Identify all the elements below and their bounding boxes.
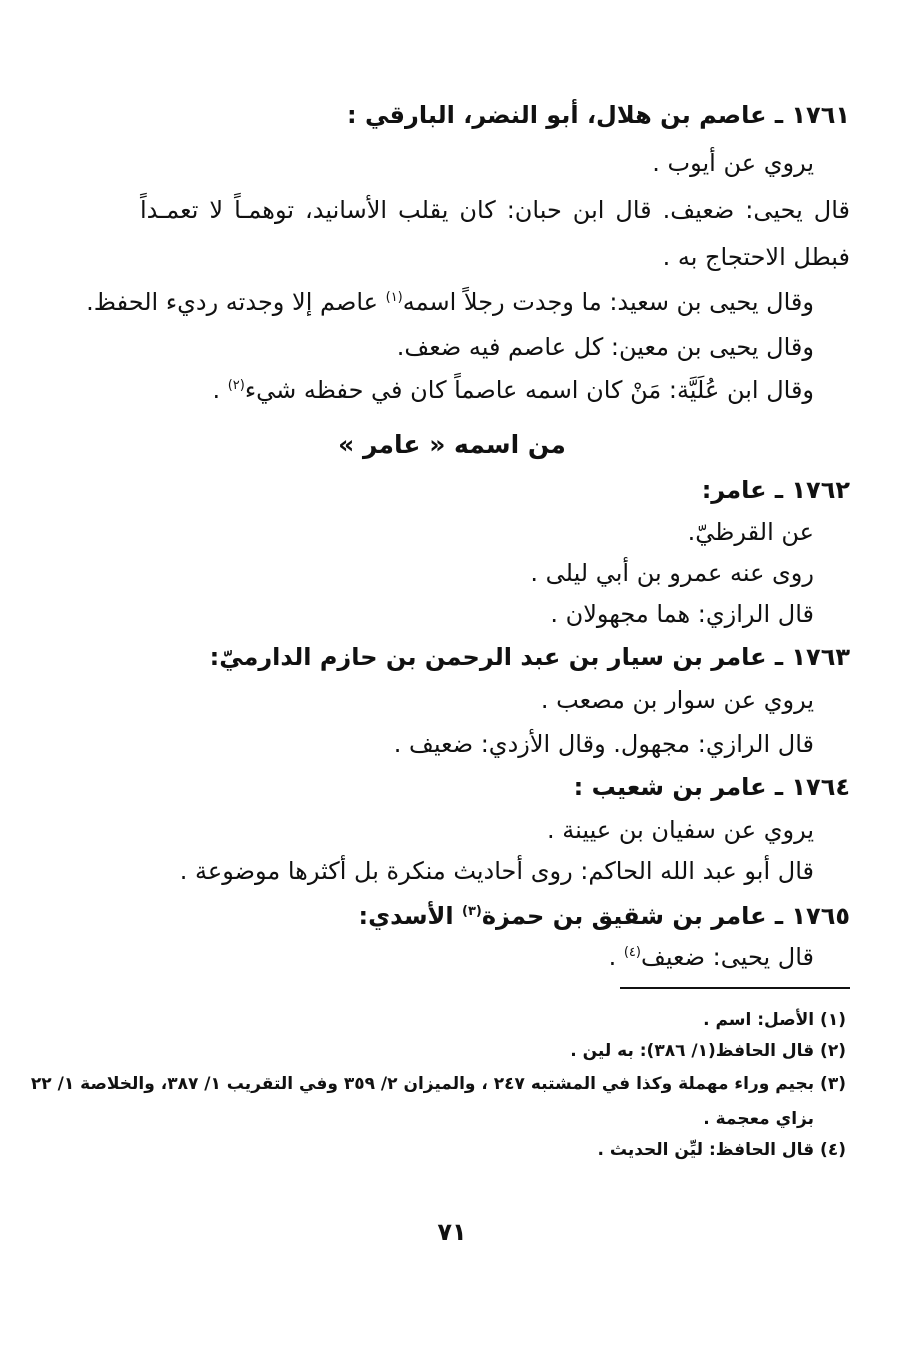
footnote-ref-1: (١) [385, 290, 403, 305]
footnote-separator [620, 987, 850, 989]
entry-1764-heading: ١٧٦٤ ـ عامر بن شعيب : [573, 773, 850, 801]
entry-1765-heading [359, 896, 851, 936]
entry-1761-line-4-text-a: وقال يحيى بن سعيد: ما وجدت رجلاً اسمه [402, 288, 814, 316]
entry-1764-line-1: يروي عن سفيان بن عيينة . [547, 816, 814, 844]
entry-1761-line-3: فبطل الاحتجاج به . [662, 243, 850, 271]
footnote-ref-4: (٤) [623, 945, 641, 960]
footnote-3-continuation: بزاي معجمة . [703, 1109, 814, 1129]
entry-1765-line-1 [609, 937, 814, 977]
entry-1763-heading: ١٧٦٣ ـ عامر بن سيار بن عبد الرحمن بن حازم الدارميّ: [209, 643, 850, 671]
entry-1763-line-2: قال الرازي: مجهول. وقال الأزدي: ضعيف . [393, 730, 814, 758]
footnote-1: (١) الأصل: اسم . [703, 1010, 846, 1030]
entry-1765-heading-text-b: الأسدي: [358, 902, 463, 930]
entry-1761-line-4-text-b: عاصم إلا وجدته رديء الحفظ. [86, 288, 386, 316]
entry-1762-heading: ١٧٦٢ ـ عامر: [701, 476, 850, 504]
entry-1761-line-6-text-a: وقال ابن عُلَيَّة: مَنْ كان اسمه عاصماً كان في حفظه شيء [244, 376, 814, 404]
entry-1761-line-6-text-b: . [212, 376, 228, 404]
entry-1764-line-2: قال أبو عبد الله الحاكم: روى أحاديث منكرة بل أكثرها موضوعة . [179, 857, 814, 885]
entry-1765-line-1-text-a: قال يحيى: ضعيف [640, 943, 814, 971]
entry-1765-heading-text-a: ١٧٦٥ ـ عامر بن شقيق بن حمزة [481, 902, 850, 930]
entry-1762-line-2: روى عنه عمرو بن أبي ليلى . [530, 559, 814, 587]
footnote-ref-3: (٣) [462, 904, 482, 919]
entry-1762-line-3: قال الرازي: هما مجهولان . [550, 600, 814, 628]
entry-1762-line-1: عن القرظيّ. [687, 518, 814, 546]
entry-1761-heading: ١٧٦١ ـ عاصم بن هلال، أبو النضر، البارقي : [347, 101, 850, 129]
footnote-3: (٣) بجيم وراء مهملة وكذا في المشتبه ٢٤٧ ، والميزان ٢/ ٣٥٩ وفي التقريب ١/ ٣٨٧، والخلاصة ١/ ٢٢ [30, 1074, 846, 1094]
entry-1765-line-1-text-b: . [608, 943, 624, 971]
entry-1761-line-4 [86, 282, 814, 322]
entry-1763-line-1: يروي عن سوار بن مصعب . [540, 686, 814, 714]
footnote-4: (٤) قال الحافظ: ليِّن الحديث . [597, 1140, 846, 1160]
entry-1761-line-2: قال يحيى: ضعيف. قال ابن حبان: كان يقلب الأسانيد، توهمـاً لا تعمـداً [140, 196, 850, 224]
section-title: من اسمه « عامر » [338, 430, 566, 459]
entry-1761-line-5: وقال يحيى بن معين: كل عاصم فيه ضعف. [396, 333, 814, 361]
footnote-ref-2: (٢) [227, 378, 245, 393]
entry-1761-line-1: يروي عن أيوب . [652, 149, 814, 177]
page-number: ٧١ [437, 1218, 467, 1246]
entry-1761-line-6 [212, 370, 814, 410]
footnote-2: (٢) قال الحافظ(١/ ٣٨٦): به لين . [570, 1041, 846, 1061]
